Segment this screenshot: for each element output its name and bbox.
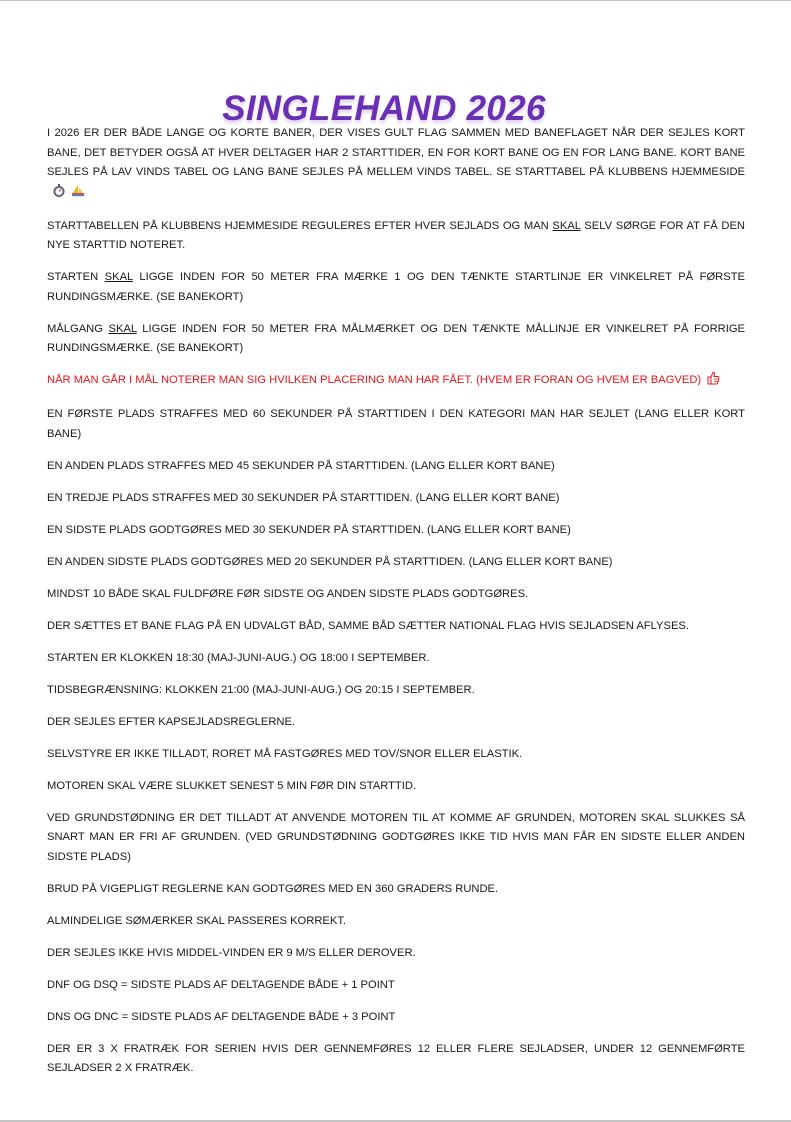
paragraph-rule: SELVSTYRE ER IKKE TILLADT, RORET MÅ FASTGØRES MED TOV/SNOR ELLER ELASTIK. [47, 747, 523, 760]
paragraph-rule: EN ANDEN SIDSTE PLADS GODTGØRES MED 20 SEKUNDER PÅ STARTTIDEN. (LANG ELLER KORT BANE) [47, 555, 613, 568]
document-title: SINGLEHAND 2026 [222, 89, 546, 129]
paragraph-rule: ALMINDELIGE SØMÆRKER SKAL PASSERES KORREKT. [47, 914, 347, 927]
sailboat-icon [71, 185, 85, 205]
paragraph-text: SELV SØRGE FOR AT FÅ DEN NYE STARTTID NOTERET. [47, 219, 745, 251]
paragraph-rule: DNS OG DNC = SIDSTE PLADS AF DELTAGENDE BÅDE + 3 POINT [47, 1010, 396, 1023]
paragraph-intro [47, 124, 745, 204]
underlined-skal: SKAL [104, 271, 133, 283]
paragraph-starttable [47, 217, 745, 256]
paragraph-start-line [47, 268, 745, 307]
paragraph-text: STARTEN [47, 271, 105, 283]
underlined-skal: SKAL [108, 322, 137, 335]
paragraph-rule: MINDST 10 BÅDE SKAL FULDFØRE FØR SIDSTE OG ANDEN SIDSTE PLADS GODTGØRES. [47, 587, 529, 600]
paragraph-rule: DER SEJLES IKKE HVIS MIDDEL-VINDEN ER 9 M/S ELLER DEROVER. [47, 946, 416, 959]
paragraph-rule: DNF OG DSQ = SIDSTE PLADS AF DELTAGENDE BÅDE + 1 POINT [47, 978, 395, 991]
paragraph-text: STARTTABELLEN PÅ KLUBBENS HJEMMESIDE REGULERES EFTER HVER SEJLADS OG MAN [47, 219, 553, 232]
paragraph-rule: DER SEJLES EFTER KAPSEJLADSREGLERNE. [47, 715, 296, 728]
document-body [47, 124, 745, 1091]
paragraph-rule: DER ER 3 X FRATRÆK FOR SERIEN HVIS DER GENNEMFØRES 12 ELLER FLERE SEJLADSER, UNDER 12 GENNEMFØRTE SEJLADSER 2 X FRATRÆK. [47, 1042, 745, 1074]
paragraph-rule: TIDSBEGRÆNSNING: KLOKKEN 21:00 (MAJ-JUNI-AUG.) OG 20:15 I SEPTEMBER. [47, 683, 475, 696]
stopwatch-icon [53, 184, 65, 205]
paragraph-rule: EN TREDJE PLADS STRAFFES MED 30 SEKUNDER PÅ STARTTIDEN. (LANG ELLER KORT BANE) [47, 491, 560, 504]
paragraph-finish-line [47, 320, 745, 359]
paragraph-rule: STARTEN ER KLOKKEN 18:30 (MAJ-JUNI-AUG.) OG 18:00 I SEPTEMBER. [47, 651, 430, 664]
paragraph-text: I 2026 ER DER BÅDE LANGE OG KORTE BANER, DER VISES GULT FLAG SAMMEN MED BANEFLAGET NÅR DER SEJLES KORT BANE, DET BETYDER OGSÅ AT HVER DELTAGER HAR 2 STARTTIDER, EN FOR KORT BANE OG EN FOR LANG BANE. KORT BANE SEJLES PÅ LAV VINDS TABEL OG LANG BANE SEJLES PÅ MELLEM VINDS TABEL. SE STARTTABEL PÅ KLUBBENS HJEMMESIDE [47, 127, 745, 178]
paragraph-text: LIGGE INDEN FOR 50 METER FRA MÆRKE 1 OG DEN TÆNKTE STARTLINJE ER VINKELRET PÅ FØRSTE RUNDINGSMÆRKE. (SE BANEKORT) [47, 271, 745, 303]
paragraph-rule: DER SÆTTES ET BANE FLAG PÅ EN UDVALGT BÅD, SAMME BÅD SÆTTER NATIONAL FLAG HVIS SEJLADSEN AFLYSES. [47, 619, 689, 632]
paragraph-text: MÅLGANG [47, 322, 109, 335]
paragraph-rule: EN ANDEN PLADS STRAFFES MED 45 SEKUNDER PÅ STARTTIDEN. (LANG ELLER KORT BANE) [47, 459, 555, 472]
paragraph-text: LIGGE INDEN FOR 50 METER FRA MÅLMÆRKET OG DEN TÆNKTE MÅLLINJE ER VINKELRET PÅ FORRIGE RUNDINGSMÆRKE. (SE BANEKORT) [47, 322, 746, 354]
paragraph-rule: EN SIDSTE PLADS GODTGØRES MED 30 SEKUNDER PÅ STARTTIDEN. (LANG ELLER KORT BANE) [47, 523, 571, 536]
thumbs-up-icon [707, 371, 720, 393]
paragraph-placement-note [47, 371, 745, 393]
paragraph-rule: BRUD PÅ VIGEPLIGT REGLERNE KAN GODTGØRES MED EN 360 GRADERS RUNDE. [47, 882, 499, 895]
paragraph-rule: EN FØRSTE PLADS STRAFFES MED 60 SEKUNDER PÅ STARTTIDEN I DEN KATEGORI MAN HAR SEJLET (LANG ELLER KORT BANE) [47, 408, 745, 440]
paragraph-text: NÅR MAN GÅR I MÅL NOTERER MAN SIG HVILKEN PLACERING MAN HAR FÅET. (HVEM ER FORAN OG HVEM ER BAGVED) [47, 374, 702, 386]
page-top-border [0, 0, 791, 1]
paragraph-rule: VED GRUNDSTØDNING ER DET TILLADT AT ANVENDE MOTOREN TIL AT KOMME AF GRUNDEN, MOTOREN SKAL SLUKKES SÅ SNART MAN ER FRI AF GRUNDEN. (VED GRUNDSTØDNING GODTGØRES IKKE TID HVIS MAN FÅR EN SIDSTE ELLER ANDEN SIDSTE PLADS) [47, 811, 745, 863]
underlined-skal: SKAL [552, 219, 581, 232]
paragraph-rule: MOTOREN SKAL VÆRE SLUKKET SENEST 5 MIN FØR DIN STARTTID. [47, 779, 417, 792]
